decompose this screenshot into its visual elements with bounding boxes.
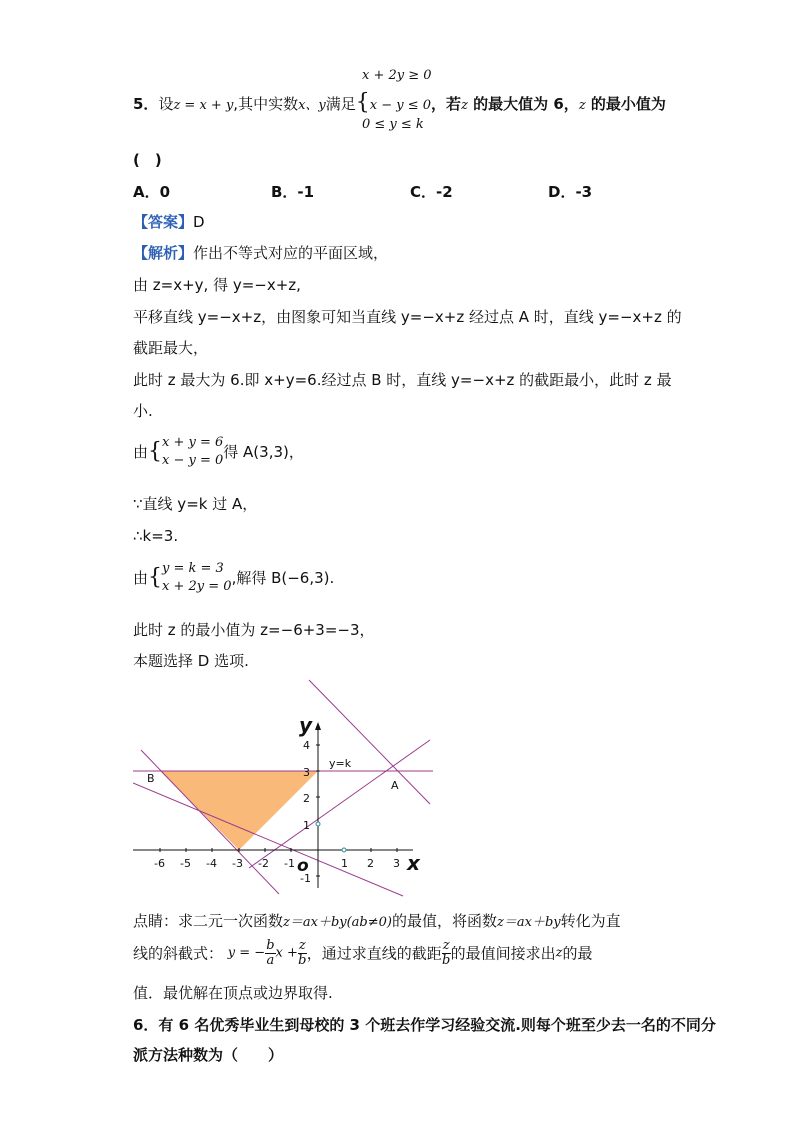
fraction-numerator: z bbox=[442, 938, 450, 953]
q5-lead: 设 bbox=[158, 95, 174, 113]
note-1-post: 转化为直 bbox=[560, 912, 621, 930]
system-1-pre: 由 bbox=[133, 443, 149, 461]
q5-min: 的最小值为 bbox=[585, 95, 666, 113]
answer-paren: ( ) bbox=[133, 151, 162, 169]
constraint-top: x + 2y ≥ 0 bbox=[362, 68, 432, 83]
fraction-intercept bbox=[442, 939, 451, 968]
analysis-text-1: 作出不等式对应的平面区域， bbox=[193, 244, 389, 262]
option-d: D．-3 bbox=[548, 183, 593, 201]
note-line-3: 值．最优解在顶点或边界取得. bbox=[133, 984, 333, 1002]
answer-line bbox=[133, 212, 205, 232]
answer-tag: 【答案】 bbox=[133, 213, 194, 231]
fraction-b-over-a bbox=[265, 939, 275, 968]
fraction-denominator: a bbox=[266, 953, 275, 968]
answer-value: D bbox=[193, 213, 205, 231]
analysis-tag: 【解析】 bbox=[133, 244, 194, 262]
y-tick-label: 1 bbox=[303, 819, 310, 832]
option-a: A．0 bbox=[133, 183, 171, 201]
note-2-pre: 线的斜截式： bbox=[133, 944, 224, 963]
q5-max: 的最大值为 6， bbox=[467, 95, 579, 113]
z-expression: z = x + y bbox=[173, 98, 234, 113]
q5-mid: ,其中实数 bbox=[233, 95, 299, 113]
analysis-line-3: 平移直线 y=−x+z，由图象可知当直线 y=−x+z 经过点 A 时，直线 y=−x+z 的 bbox=[133, 308, 682, 326]
x-tick-label: -4 bbox=[206, 857, 217, 870]
fraction-numerator: b bbox=[266, 938, 275, 953]
x-tick-label: 2 bbox=[367, 857, 374, 870]
system-1-eq-b: x − y = 0 bbox=[162, 453, 224, 468]
point-a-label: A bbox=[391, 779, 399, 792]
note-2-z: z bbox=[555, 945, 563, 961]
note-line-2 bbox=[133, 939, 593, 968]
fraction-z-over-b bbox=[298, 939, 307, 968]
note-1-formula-2: z＝ax＋by bbox=[497, 915, 561, 930]
y-tick-label: 4 bbox=[303, 739, 310, 752]
origin-label: o bbox=[297, 856, 309, 876]
feasible-region-graph bbox=[133, 678, 433, 900]
x-ticks bbox=[154, 857, 400, 870]
x-tick-label: 1 bbox=[341, 857, 348, 870]
y-tick-label: 3 bbox=[303, 766, 310, 779]
system-2-eq-a: y = k = 3 bbox=[162, 561, 224, 576]
x-tick-label: -5 bbox=[180, 857, 191, 870]
x-tick-label: -3 bbox=[232, 857, 243, 870]
question-number: 5． bbox=[133, 95, 159, 113]
y-axis-arrow bbox=[315, 722, 321, 730]
system-2-post: ,解得 B(−6,3). bbox=[231, 569, 335, 587]
note-2-eq: y = − bbox=[227, 945, 266, 961]
point-b-label: B bbox=[147, 772, 155, 785]
note-1-formula-1: z＝ax＋by(ab≠0) bbox=[283, 915, 392, 930]
x-tick-label: -1 bbox=[284, 857, 295, 870]
feasible-region bbox=[160, 771, 318, 850]
system-1-eq-a: x + y = 6 bbox=[162, 435, 224, 450]
analysis-line-8: ∴k=3. bbox=[133, 527, 179, 545]
note-2-x: x + bbox=[275, 945, 298, 961]
constraint-middle: x − y ≤ 0 bbox=[369, 98, 432, 113]
analysis-line-7: ∵直线 y=k 过 A， bbox=[133, 495, 258, 513]
system-1-equations bbox=[162, 434, 223, 470]
q5-satisfy: 满足 bbox=[325, 95, 356, 113]
y-tick-label: -1 bbox=[300, 872, 311, 885]
question-5-line bbox=[133, 92, 666, 116]
x-tick-label: 3 bbox=[393, 857, 400, 870]
q5-vars: x、y bbox=[298, 98, 326, 113]
constraint-bottom: 0 ≤ y ≤ k bbox=[362, 117, 424, 132]
system-2-eq-b: x + 2y = 0 bbox=[162, 579, 232, 594]
note-2-post: 的最值间接求出 bbox=[450, 944, 556, 963]
system-2 bbox=[133, 560, 334, 596]
question-6-line-2: 派方法种数为（ ） bbox=[133, 1046, 284, 1064]
analysis-line-4: 截距最大， bbox=[133, 339, 209, 357]
option-b: B．-1 bbox=[271, 183, 315, 201]
analysis-line-1 bbox=[133, 243, 388, 263]
x-tick-point bbox=[342, 848, 346, 852]
system-1-post: 得 A(3,3)， bbox=[223, 443, 304, 461]
line-x-plus-y-6 bbox=[309, 680, 430, 804]
y-tick-label: 2 bbox=[303, 792, 310, 805]
note-2-mid: ，通过求直线的截距 bbox=[306, 944, 442, 963]
system-2-pre: 由 bbox=[133, 569, 149, 587]
analysis-line-6: 小. bbox=[133, 402, 153, 420]
note-1-pre: 点睛：求二元一次函数 bbox=[133, 912, 284, 930]
analysis-line-9: 此时 z 的最小值为 z=−6+3=−3， bbox=[133, 621, 375, 639]
x-tick-label: -6 bbox=[154, 857, 165, 870]
system-1 bbox=[133, 434, 304, 470]
line-y-k-label: y=k bbox=[329, 757, 352, 770]
system-2-brace: { bbox=[148, 565, 163, 590]
note-line-1 bbox=[133, 911, 621, 933]
fraction-numerator: z bbox=[298, 938, 306, 953]
system-1-brace: { bbox=[148, 439, 163, 464]
fraction-denominator: b bbox=[298, 953, 307, 968]
analysis-line-2: 由 z=x+y, 得 y=−x+z, bbox=[133, 276, 301, 294]
note-2-end: 的最 bbox=[562, 944, 593, 963]
q5-z1: z bbox=[461, 98, 468, 113]
question-6-line-1: 6．有 6 名优秀毕业生到母校的 3 个班去作学习经验交流.则每个班至少去一名的不同分 bbox=[133, 1016, 716, 1034]
y-axis-label: y bbox=[299, 713, 313, 737]
analysis-line-10: 本题选择 D 选项. bbox=[133, 652, 249, 670]
note-1-mid: 的最值，将函数 bbox=[392, 912, 498, 930]
x-tick-label: -2 bbox=[258, 857, 269, 870]
q5-z2: z bbox=[578, 98, 586, 113]
analysis-line-5: 此时 z 最大为 6.即 x+y=6.经过点 B 时，直线 y=−x+z 的截距最小，此时 z 最 bbox=[133, 371, 672, 389]
left-brace: { bbox=[355, 90, 370, 115]
option-c: C．-2 bbox=[410, 183, 453, 201]
fraction-denominator: b bbox=[442, 953, 451, 968]
y-tick-point bbox=[316, 822, 320, 826]
q5-after-sys: ，若 bbox=[431, 95, 462, 113]
x-axis-label: x bbox=[407, 851, 420, 875]
system-2-equations bbox=[162, 560, 232, 596]
